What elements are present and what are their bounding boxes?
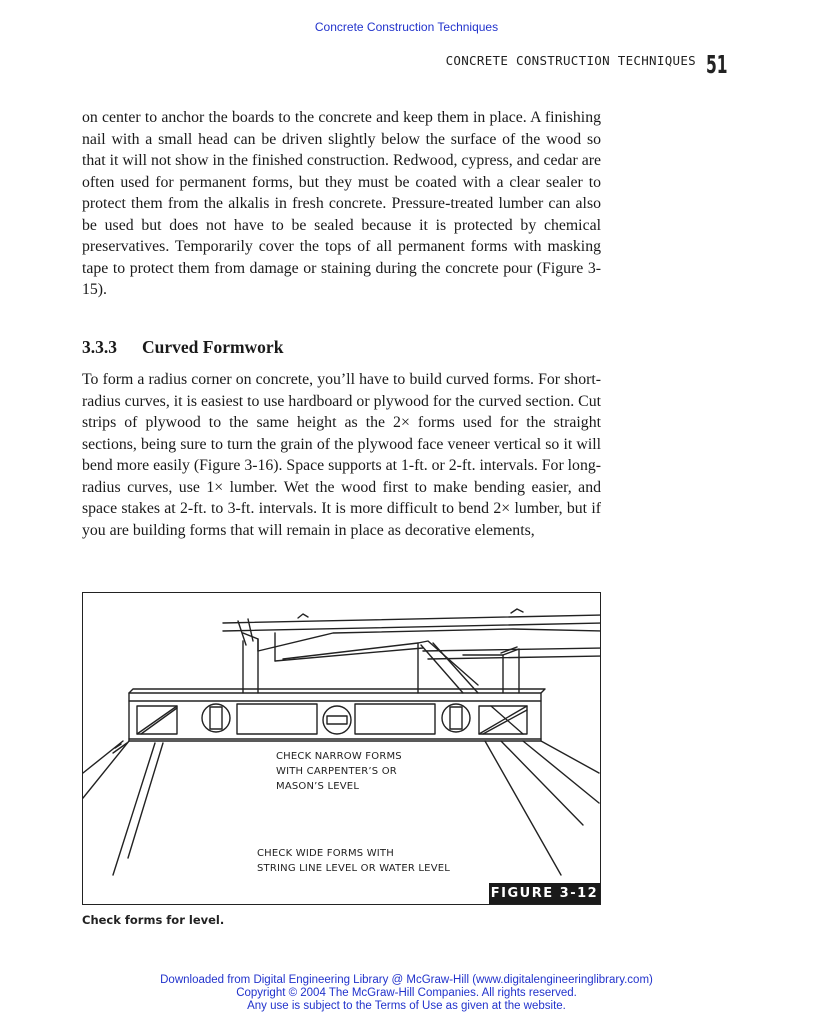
figure-label: FIGURE 3-12 [489,883,600,904]
figure-3-12 [82,592,601,905]
callout-narrow-forms [276,749,402,794]
footer-terms[interactable]: Any use is subject to the Terms of Use as given at the website. [247,1000,566,1012]
callout-line: CHECK WIDE FORMS WITH [257,848,394,859]
top-link[interactable]: Concrete Construction Techniques [314,20,499,34]
footer-notice [0,974,813,1013]
callout-line: WITH CARPENTER’S OR [276,766,397,777]
callout-line: MASON’S LEVEL [276,781,360,792]
footer-copyright: Copyright © 2004 The McGraw-Hill Companies. All rights reserved. [236,987,577,999]
callout-line: CHECK NARROW FORMS [276,751,402,762]
paragraph-curved-formwork: To form a radius corner on concrete, you’ll have to build curved forms. For short-radius curves, it is easiest to use hardboard or plywood for the curved section. Cut strips of plywood to the same height as the 2× forms used for the straight sections, being sure to turn the grain of the plywood face veneer vertical so it will bend more easily (Figure 3-16). Space supports at 1-ft. or 2-ft. intervals. For long-radius curves, use 1× lumber. Wet the wood first to make bending easier, and space stakes at 2-ft. to 3-ft. intervals. It is more difficult to bend 2× lumber, but if you are building forms that will remain in place as decorative elements, [82,371,601,539]
callout-line: STRING LINE LEVEL OR WATER LEVEL [257,863,451,874]
page-number: 51 [706,50,728,79]
section-number: 3.3.3 [82,337,117,357]
figure-caption: Check forms for level. [82,913,225,927]
section-heading [82,337,283,358]
section-title: Curved Formwork [142,337,284,357]
footer-download-link[interactable]: Downloaded from Digital Engineering Library @ McGraw-Hill (www.digitalengineeringlibrary.com) [160,974,653,986]
paragraph-permanent-forms: on center to anchor the boards to the concrete and keep them in place. A finishing nail with a small head can be driven slightly below the surface of the wood so that it will not show in the finished construction. Redwood, cypress, and cedar are often used for permanent forms, but they must be coated with a clear sealer to protect them from the alkalis in fresh concrete. Pressure-treated lumber can also be used but does not have to be sealed because it is protected by chemical preservatives. Temporarily cover the tops of all permanent forms with masking tape to protect them from damage or staining during the concrete pour (Figure 3-15). [82,109,601,298]
callout-wide-forms [257,846,450,876]
running-head: CONCRETE CONSTRUCTION TECHNIQUES [445,53,696,68]
